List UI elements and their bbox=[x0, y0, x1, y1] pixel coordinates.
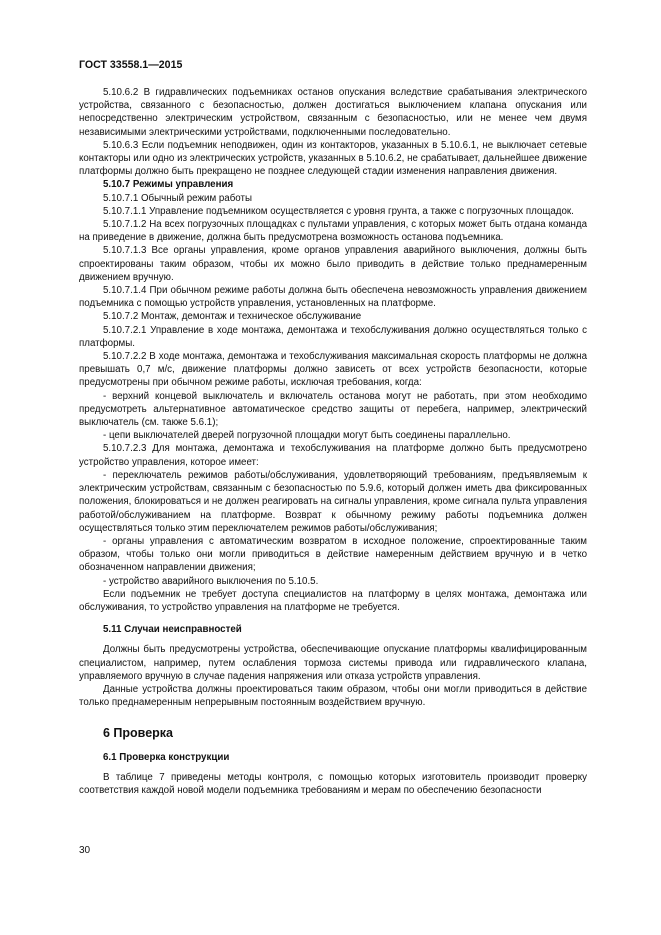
list-item: - цепи выключателей дверей погрузочной площадки могут быть соединены параллельно. bbox=[103, 430, 511, 442]
document-body bbox=[79, 86, 587, 797]
document-header: ГОСТ 33558.1—2015 bbox=[79, 59, 183, 71]
paragraph: 5.10.7.1.4 При обычном режиме работы должна быть обеспечена невозможность управления движением подъемника с помощью устройств управления, установленных на платформе. bbox=[79, 285, 587, 310]
paragraph: 5.10.6.3 Если подъемник неподвижен, один из контакторов, указанных в 5.10.6.1, не выключает сетевые контакторы или одно из электрических устройств, указанных в 5.10.6.2, не срабатывает, дальнейшее движение платформы должно быть прекращено не позднее следующей стадии изменения направления движения. bbox=[79, 139, 587, 178]
section-heading: 6.1 Проверка конструкции bbox=[103, 751, 230, 763]
section-heading: 5.11 Случаи неисправностей bbox=[103, 624, 242, 636]
paragraph: 5.10.7.2.1 Управление в ходе монтажа, демонтажа и техобслуживания должно осуществляться только с платформы. bbox=[79, 324, 587, 349]
paragraph: В таблице 7 приведены методы контроля, с помощью которых изготовитель производит проверку соответствия каждой новой модели подъемника требованиям и мерам по обеспечению безопасности bbox=[79, 771, 587, 796]
page-number: 30 bbox=[79, 845, 91, 856]
list-item: - устройство аварийного выключения по 5.10.5. bbox=[103, 575, 319, 587]
paragraph: 5.10.7.2.3 Для монтажа, демонтажа и техобслуживания на платформе должно быть предусмотрено устройство управления, которое имеет: bbox=[79, 443, 587, 468]
list-item: - верхний концевой выключатель и включатель останова могут не работать, при этом необходимо предусмотреть альтернативное автоматическое средство защиты от перебега, например, электрический выключатель (см. также 5.6.1); bbox=[79, 390, 587, 429]
paragraph: Если подъемник не требует доступа специалистов на платформу в целях монтажа, демонтажа или обслуживания, то устройство управления на платформе не требуется. bbox=[79, 588, 587, 613]
chapter-heading: 6 Проверка bbox=[103, 726, 173, 741]
paragraph: 5.10.7.1.1 Управление подъемником осуществляется с уровня грунта, а также с погрузочных площадок. bbox=[103, 205, 574, 217]
paragraph: 5.10.7.1 Обычный режим работы bbox=[103, 192, 252, 204]
paragraph: Данные устройства должны проектироваться таким образом, чтобы они могли приводиться в действие только преднамеренным непрерывным постоянным воздействием вручную. bbox=[79, 683, 587, 709]
paragraph: 5.10.7.2.2 В ходе монтажа, демонтажа и техобслуживания максимальная скорость платформы не должна превышать 0,7 м/с, движение платформы должно зависеть от всех устройств безопасности, которые предусмотрены при обычном режиме работы, исключая требования, когда: bbox=[79, 351, 587, 389]
paragraph: 5.10.7.1.2 На всех погрузочных площадках с пультами управления, с которых может быть отдана команда на приведение в движение, должна быть предусмотрена возможность останова подъемника. bbox=[79, 219, 587, 244]
paragraph: Должны быть предусмотрены устройства, обеспечивающие опускание платформы квалифицированным специалистом, например, путем ослабления тормоза системы привода или гидравлического клапана, управляемого вручную в случае падения напряжения или отказа устройств управления. bbox=[79, 644, 587, 682]
list-item: - переключатель режимов работы/обслуживания, удовлетворяющий требованиям, предъявляемым к электрическим устройствам, связанным с безопасностью по 5.9.6, который должен иметь два фиксированных положения, блокироваться и не должен реагировать на сигналы управления, кроме сигнала пульта управления работой/обслуживанием на платформе. Возврат к обычному режиму работы подъемника должен осуществляться только этим переключателем режимов работы/обслуживания; bbox=[79, 469, 587, 534]
paragraph: 5.10.7.2 Монтаж, демонтаж и техническое обслуживание bbox=[103, 311, 362, 323]
list-item: - органы управления с автоматическим возвратом в исходное положение, спроектированные таким образом, чтобы только они могли приводиться в действие намеренным действием вручную и в четко обозначенном направлении движения; bbox=[79, 535, 587, 574]
paragraph: 5.10.7.1.3 Все органы управления, кроме органов управления аварийного выключения, должны быть спроектированы таким образом, чтобы их можно было приводить в действие только преднамеренным движением вручную. bbox=[79, 245, 587, 283]
section-heading: 5.10.7 Режимы управления bbox=[103, 179, 234, 191]
paragraph: 5.10.6.2 В гидравлических подъемниках останов опускания вследствие срабатывания электрического устройства, связанного с безопасностью, должен достигаться выключением клапана опускания или непосредственно электрическим устройством, связанным с безопасностью, или не менее чем двумя независимыми электрическими устройствами, подключенными последовательно. bbox=[79, 87, 587, 138]
